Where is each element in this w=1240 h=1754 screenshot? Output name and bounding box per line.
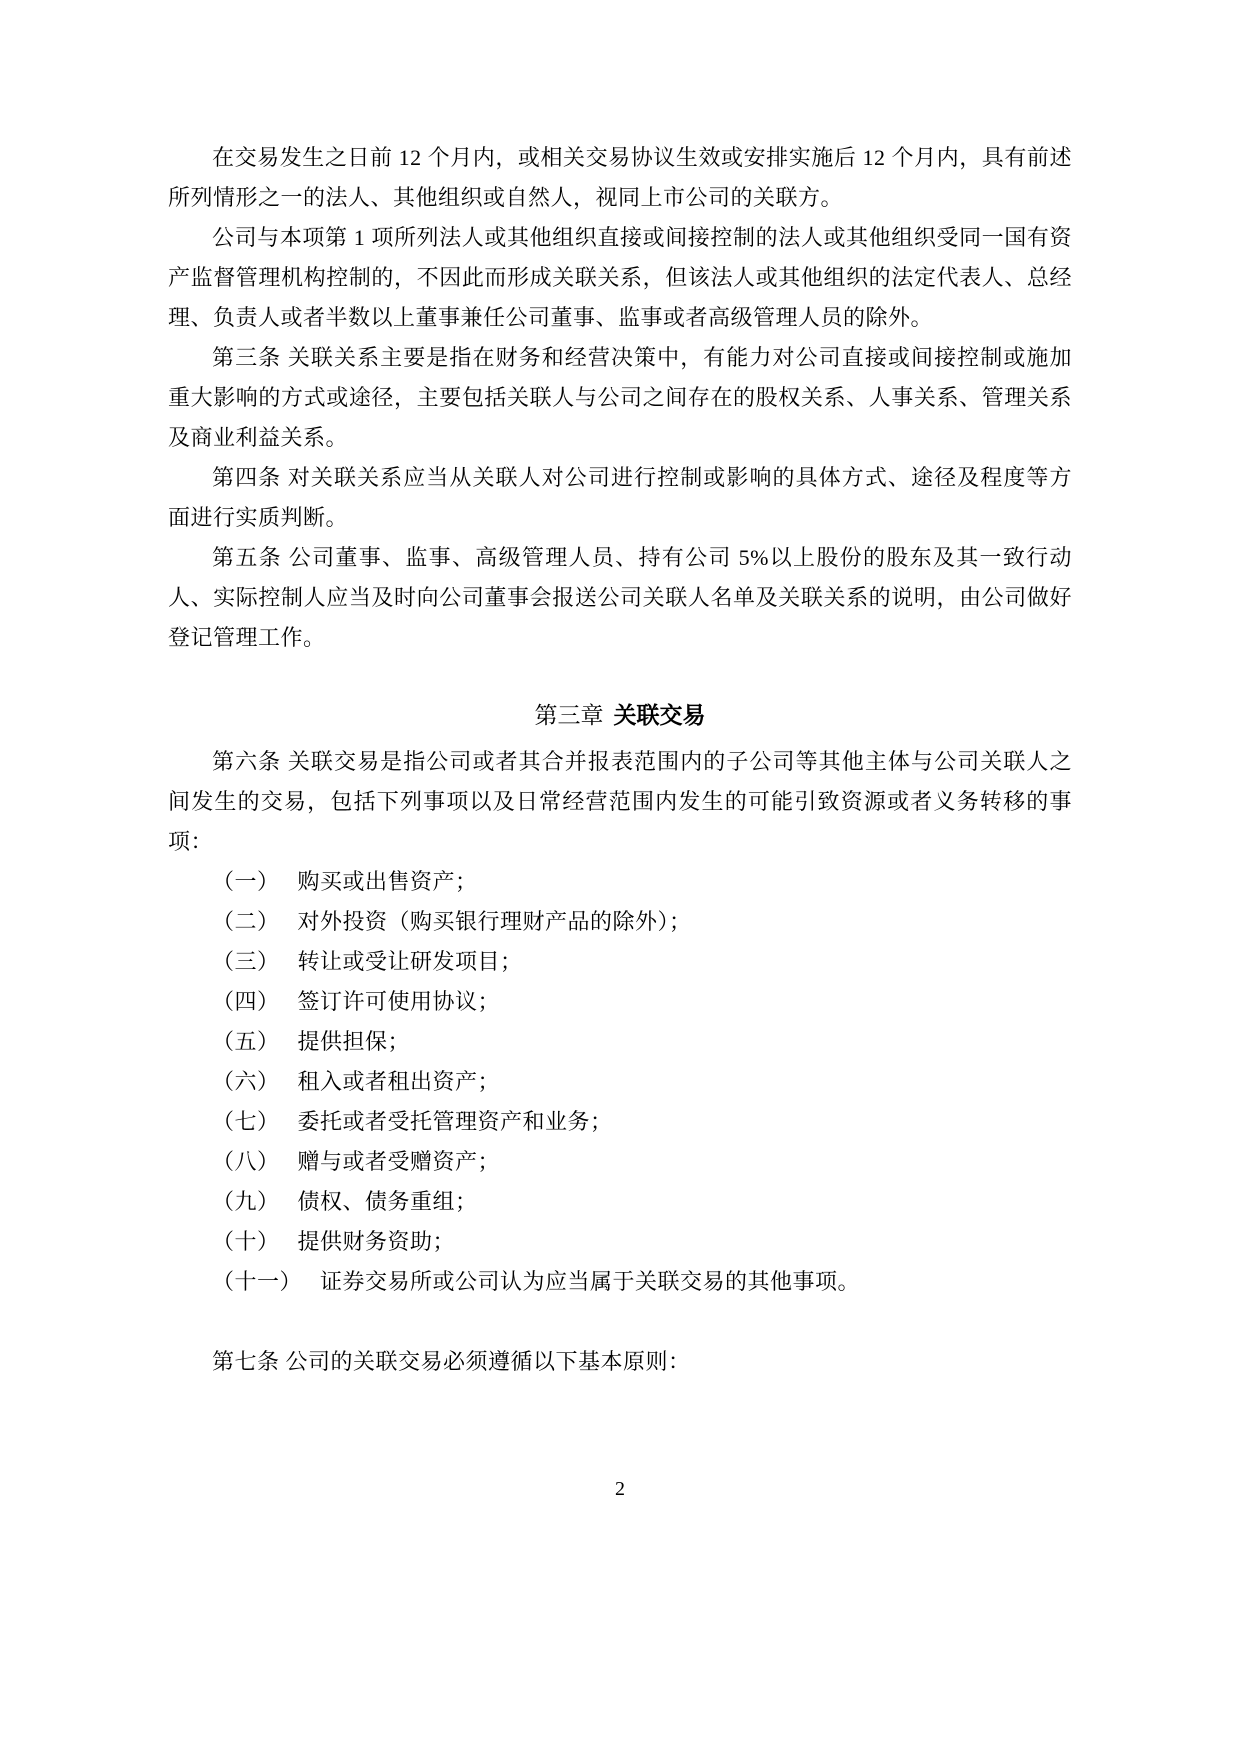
paragraph: 在交易发生之日前 12 个月内，或相关交易协议生效或安排实施后 12 个月内，具有前述所列情形之一的法人、其他组织或自然人，视同上市公司的关联方。	[168, 145, 1072, 210]
list-item	[168, 1262, 1072, 1302]
list-marker: （八）	[212, 1149, 280, 1174]
list-marker: （二）	[212, 909, 280, 934]
paragraph: 第七条 公司的关联交易必须遵循以下基本原则：	[212, 1349, 691, 1374]
list-item	[168, 1062, 1072, 1102]
list-text: 赠与或者受赠资产；	[297, 1149, 501, 1174]
list-item	[168, 862, 1072, 902]
paragraph: 第三条 关联关系主要是指在财务和经营决策中，有能力对公司直接或间接控制或施加重大影响的方式或途径，主要包括关联人与公司之间存在的股权关系、人事关系、管理关系及商业利益关系。	[168, 345, 1072, 450]
list-marker: （四）	[212, 989, 280, 1014]
paragraph: 第五条 公司董事、监事、高级管理人员、持有公司 5%以上股份的股东及其一致行动人、实际控制人应当及时向公司董事会报送公司关联人名单及关联关系的说明，由公司做好登记管理工作。	[168, 545, 1072, 650]
list-item	[168, 982, 1072, 1022]
list-text: 债权、债务重组；	[297, 1189, 478, 1214]
list-text: 租入或者租出资产；	[297, 1069, 501, 1094]
list-marker: （九）	[212, 1189, 280, 1214]
list-item	[168, 1182, 1072, 1222]
paragraph: 第四条 对关联关系应当从关联人对公司进行控制或影响的具体方式、途径及程度等方面进行实质判断。	[168, 465, 1072, 530]
chapter-number: 第三章	[534, 703, 604, 728]
list-marker: （七）	[212, 1109, 280, 1134]
list-item	[168, 902, 1072, 942]
paragraph: 公司与本项第 1 项所列法人或其他组织直接或间接控制的法人或其他组织受同一国有资产监督管理机构控制的，不因此而形成关联关系，但该法人或其他组织的法定代表人、总经理、负责人或者半数以上董事兼任公司董事、监事或者高级管理人员的除外。	[168, 225, 1072, 330]
list-text: 签订许可使用协议；	[297, 989, 501, 1014]
list-text: 购买或出售资产；	[297, 869, 478, 894]
chapter-heading	[168, 696, 1072, 736]
list-item	[168, 1142, 1072, 1182]
list-marker: （六）	[212, 1069, 280, 1094]
list-text: 委托或者受托管理资产和业务；	[297, 1109, 613, 1134]
related-transaction-list	[168, 862, 1072, 1302]
list-text: 提供财务资助；	[297, 1229, 456, 1254]
list-text: 提供担保；	[297, 1029, 411, 1054]
list-item	[168, 1022, 1072, 1062]
list-item	[168, 1102, 1072, 1142]
list-marker: （十一）	[212, 1269, 303, 1294]
list-marker: （一）	[212, 869, 280, 894]
list-marker: （五）	[212, 1029, 280, 1054]
list-text: 对外投资（购买银行理财产品的除外）；	[297, 909, 692, 934]
chapter-title: 关联交易	[613, 703, 706, 728]
list-text: 证券交易所或公司认为应当属于关联交易的其他事项。	[320, 1269, 861, 1294]
list-item	[168, 942, 1072, 982]
list-item	[168, 1222, 1072, 1262]
list-marker: （三）	[212, 949, 280, 974]
page-number: 2	[615, 1478, 625, 1500]
list-text: 转让或受让研发项目；	[297, 949, 523, 974]
list-marker: （十）	[212, 1229, 280, 1254]
paragraph: 第六条 关联交易是指公司或者其合并报表范围内的子公司等其他主体与公司关联人之间发生的交易，包括下列事项以及日常经营范围内发生的可能引致资源或者义务转移的事项：	[168, 749, 1072, 854]
